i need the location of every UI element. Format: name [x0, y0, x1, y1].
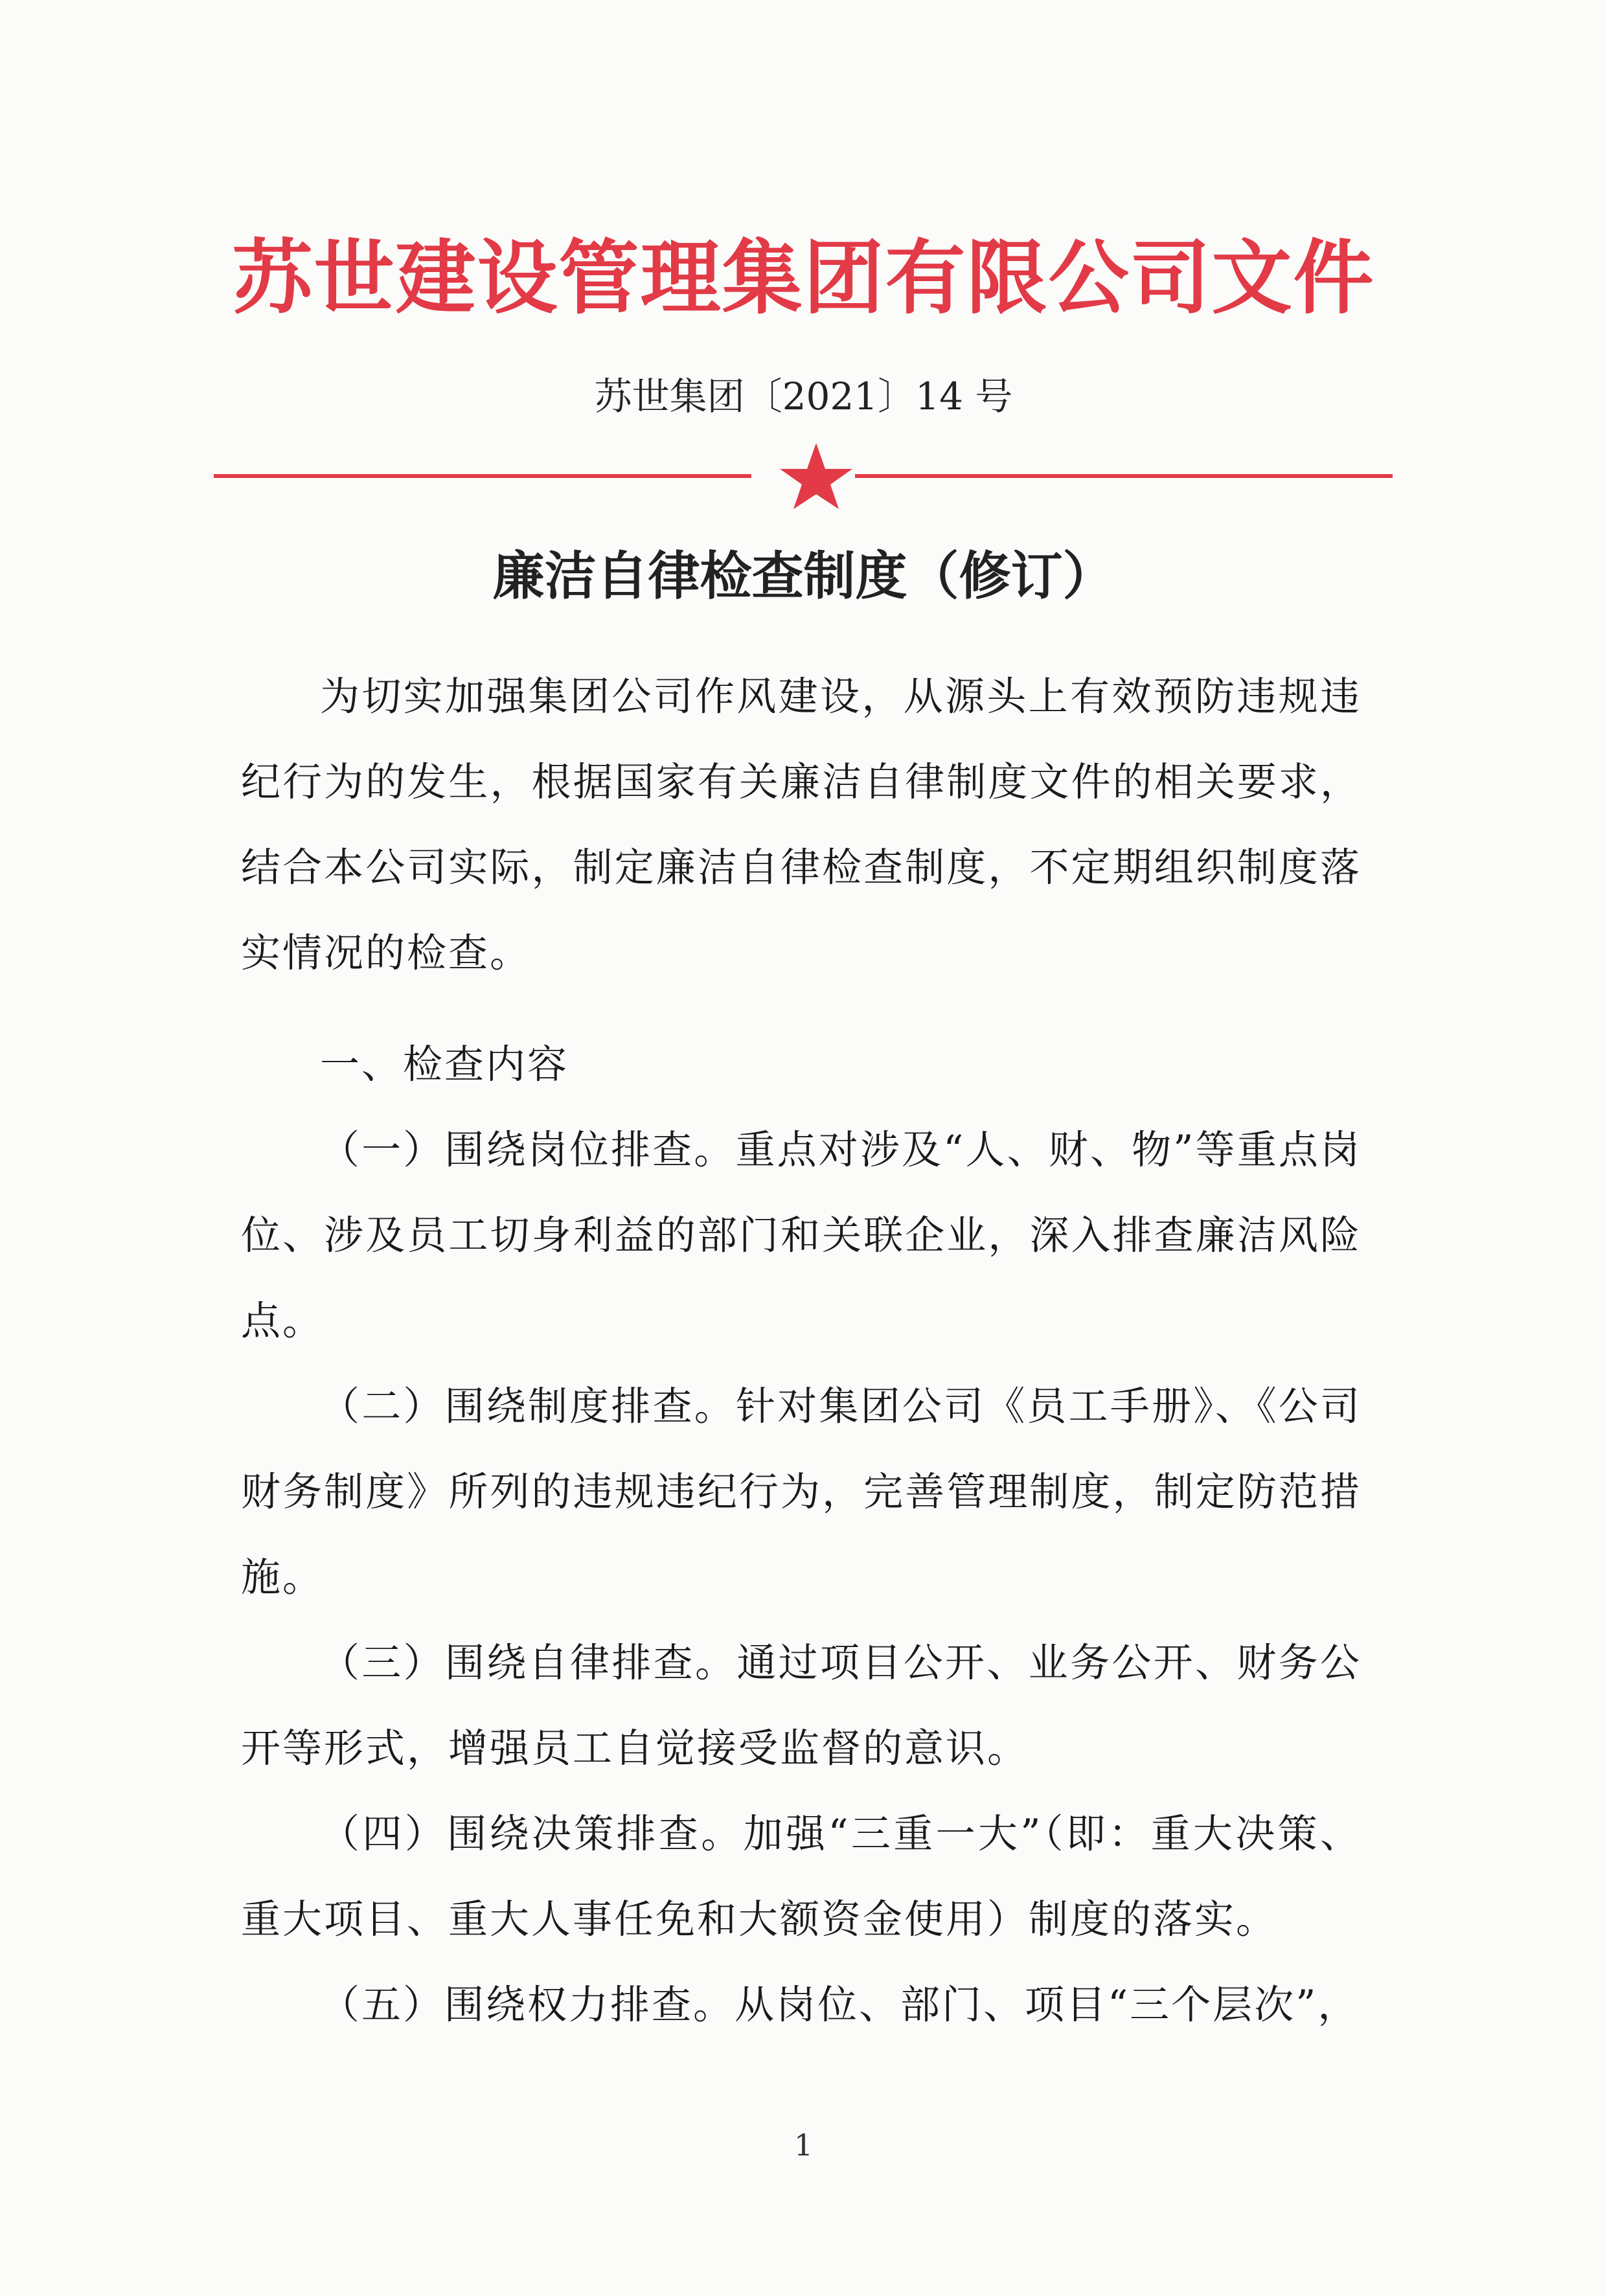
list-item: （三）围绕自律排查。通过项目公开、业务公开、财务公开等形式，增强员工自觉接受监督的意识。: [241, 1640, 1362, 1771]
list-item: （四）围绕决策排查。加强“三重一大”（即：重大决策、重大项目、重大人事任免和大额资金使用）制度的落实。: [241, 1811, 1362, 1942]
divider-line-right: [855, 474, 1393, 478]
intro-paragraph: 为切实加强集团公司作风建设，从源头上有效预防违规违纪行为的发生，根据国家有关廉洁自律制度文件的相关要求，结合本公司实际，制定廉洁自律检查制度，不定期组织制度落实情况的检查。: [241, 674, 1362, 976]
document-number: 苏世集团〔2021〕14 号: [594, 374, 1013, 418]
page-number: 1: [793, 2128, 814, 2163]
document-body: [241, 654, 1362, 2048]
org-masthead-title: 苏世建设管理集团有限公司文件: [232, 232, 1375, 325]
list-item: （五）围绕权力排查。从岗位、部门、项目“三个层次”，: [320, 1982, 1360, 2028]
red-divider: [214, 440, 1393, 512]
divider-line-left: [214, 474, 751, 478]
list-item: （一）围绕岗位排查。重点对涉及“人、财、物”等重点岗位、涉及员工切身利益的部门和关联企业，深入排查廉洁风险点。: [241, 1127, 1362, 1344]
star-icon: [776, 440, 856, 512]
document-title: 廉洁自律检查制度（修订）: [492, 546, 1115, 606]
section-heading: 一、检查内容: [320, 1041, 569, 1087]
list-item: （二）围绕制度排查。针对集团公司《员工手册》、《公司财务制度》所列的违规违纪行为，完善管理制度，制定防范措施。: [241, 1383, 1362, 1600]
